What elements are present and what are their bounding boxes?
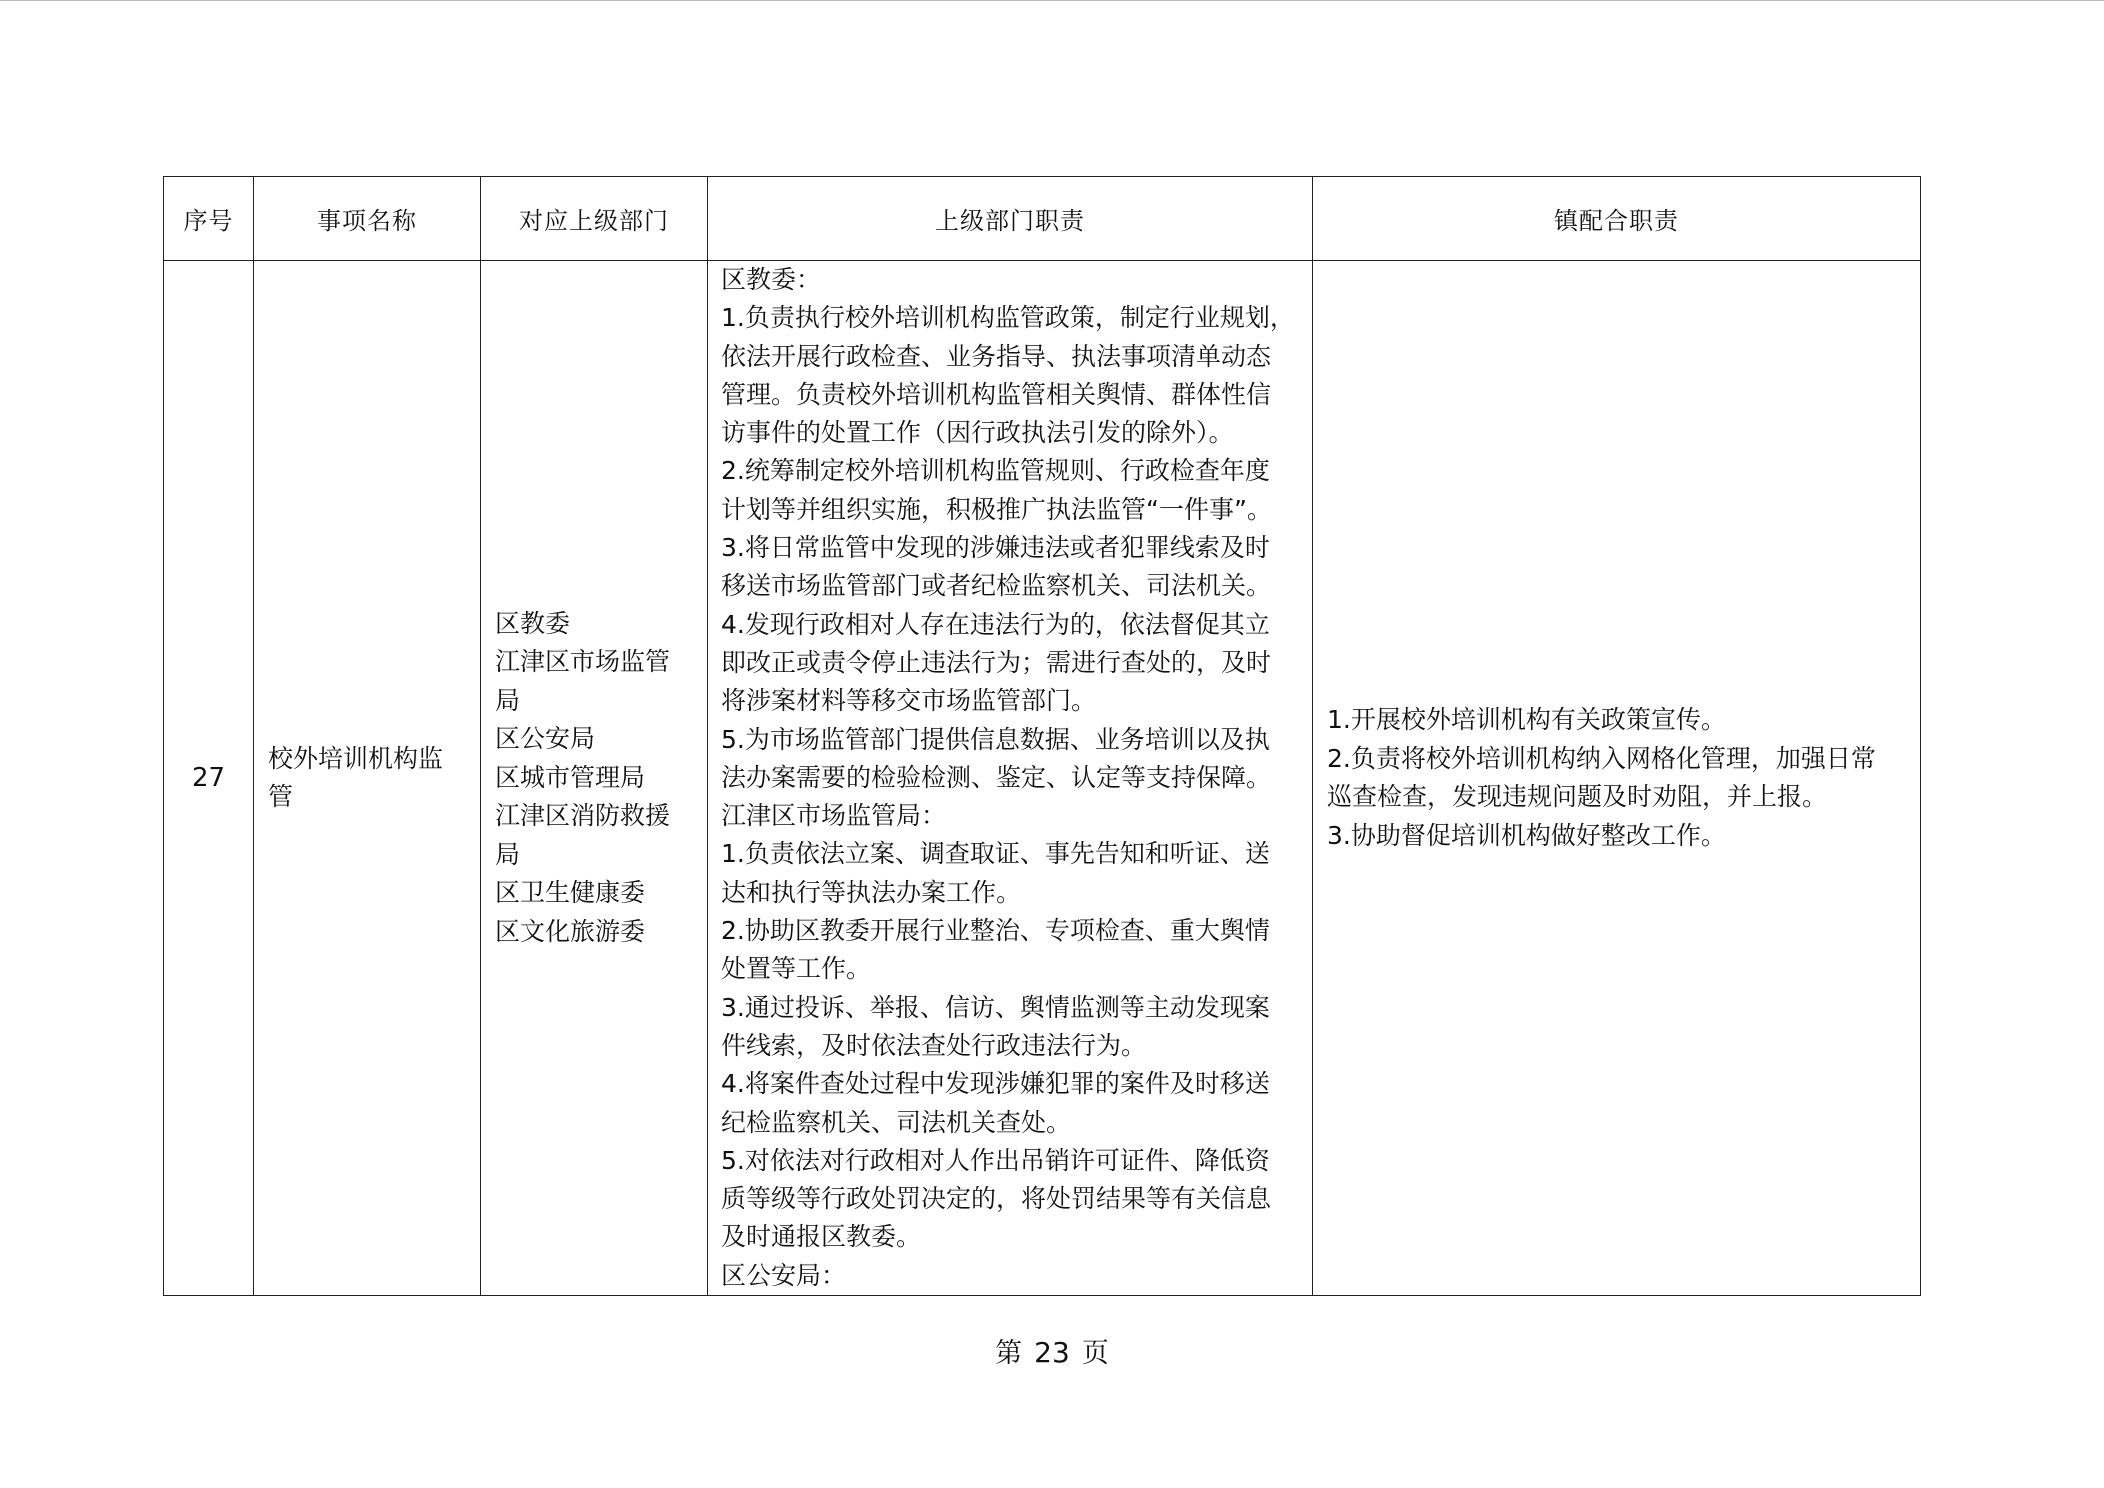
department-line: 区城市管理局 — [495, 762, 646, 792]
page-suffix: 页 — [1081, 1338, 1109, 1369]
upper-duty-line: 处置等工作。 — [721, 954, 872, 984]
upper-duty-line: 1.负责执行校外培训机构监管政策，制定行业规划， — [721, 303, 1295, 333]
upper-duty-line: 法办案需要的检验检测、鉴定、认定等支持保障。 — [721, 762, 1272, 792]
upper-duty-line: 依法开展行政检查、业务指导、执法事项清单动态 — [721, 341, 1272, 371]
upper-duty-line: 3.通过投诉、举报、信访、舆情监测等主动发现案 — [721, 992, 1270, 1022]
page-top-rule — [0, 0, 2104, 1]
page-footer — [0, 1331, 2104, 1370]
department-line: 局 — [495, 685, 521, 715]
upper-duty-line: 2.协助区教委开展行业整治、专项检查、重大舆情 — [721, 916, 1270, 946]
row-upper-duties — [708, 261, 1313, 1296]
town-duty-line: 巡查检查，发现违规问题及时劝阻，并上报。 — [1327, 782, 1828, 811]
upper-duty-line: 1.负责依法立案、调查取证、事先告知和听证、送 — [721, 839, 1270, 869]
town-duty-line: 2.负责将校外培训机构纳入网格化管理，加强日常 — [1327, 743, 1876, 773]
page-prefix: 第 — [995, 1338, 1023, 1369]
upper-duty-line: 计划等并组织实施，积极推广执法监管“一件事”。 — [721, 494, 1272, 524]
upper-duty-line: 4.发现行政相对人存在违法行为的，依法督促其立 — [721, 609, 1270, 639]
row-item-name — [254, 261, 481, 1296]
department-line: 江津区消防救援 — [495, 801, 671, 831]
upper-duty-line: 区教委： — [721, 265, 822, 294]
upper-duty-line: 件线索，及时依法查处行政违法行为。 — [721, 1030, 1147, 1060]
row-index: 27 — [164, 261, 254, 1296]
upper-duty-line: 质等级等行政处罚决定的，将处罚结果等有关信息 — [721, 1184, 1272, 1214]
department-line: 局 — [495, 839, 521, 869]
upper-duty-line: 3.将日常监管中发现的涉嫌违法或者犯罪线索及时 — [721, 533, 1270, 563]
department-line: 区教委 — [495, 608, 571, 638]
upper-duty-line: 移送市场监管部门或者纪检监察机关、司法机关。 — [721, 571, 1272, 601]
upper-duty-line: 4.将案件查处过程中发现涉嫌犯罪的案件及时移送 — [721, 1069, 1270, 1099]
table-header-row — [164, 177, 1921, 261]
upper-duty-line: 管理。负责校外培训机构监管相关舆情、群体性信 — [721, 379, 1272, 409]
upper-duty-line: 5.为市场监管部门提供信息数据、业务培训以及执 — [721, 724, 1270, 754]
header-index: 序号 — [164, 177, 254, 261]
upper-duty-line: 达和执行等执法办案工作。 — [721, 877, 1022, 907]
header-departments: 对应上级部门 — [481, 177, 708, 261]
department-line: 区文化旅游委 — [495, 916, 646, 946]
header-town-duties: 镇配合职责 — [1313, 177, 1921, 261]
table-row — [164, 261, 1921, 1296]
duty-table — [163, 176, 1921, 1296]
upper-duty-line: 访事件的处置工作（因行政执法引发的除外）。 — [721, 418, 1234, 448]
department-line: 区卫生健康委 — [495, 878, 646, 908]
page-number: 23 — [1034, 1336, 1070, 1369]
upper-duty-line: 及时通报区教委。 — [721, 1222, 922, 1252]
upper-duty-line: 纪检监察机关、司法机关查处。 — [721, 1107, 1072, 1137]
town-duty-line: 1.开展校外培训机构有关政策宣传。 — [1327, 705, 1726, 734]
upper-duty-line: 5.对依法对行政相对人作出吊销许可证件、降低资 — [721, 1145, 1270, 1175]
upper-duty-line: 2.统筹制定校外培训机构监管规则、行政检查年度 — [721, 456, 1270, 486]
item-name-line: 管 — [268, 782, 294, 811]
upper-duty-line: 江津区市场监管局： — [721, 801, 947, 831]
upper-duty-line: 将涉案材料等移交市场监管部门。 — [721, 686, 1097, 716]
department-line: 江津区市场监管 — [495, 647, 671, 677]
row-departments — [481, 261, 708, 1296]
header-upper-duties: 上级部门职责 — [708, 177, 1313, 261]
row-town-duties — [1313, 261, 1921, 1296]
upper-duty-line: 即改正或责令停止违法行为；需进行查处的，及时 — [721, 647, 1272, 677]
item-name-line: 校外培训机构监 — [268, 743, 444, 773]
department-line: 区公安局 — [495, 724, 596, 754]
town-duty-line: 3.协助督促培训机构做好整改工作。 — [1327, 820, 1726, 850]
upper-duty-line: 区公安局： — [721, 1260, 847, 1290]
header-item-name: 事项名称 — [254, 177, 481, 261]
